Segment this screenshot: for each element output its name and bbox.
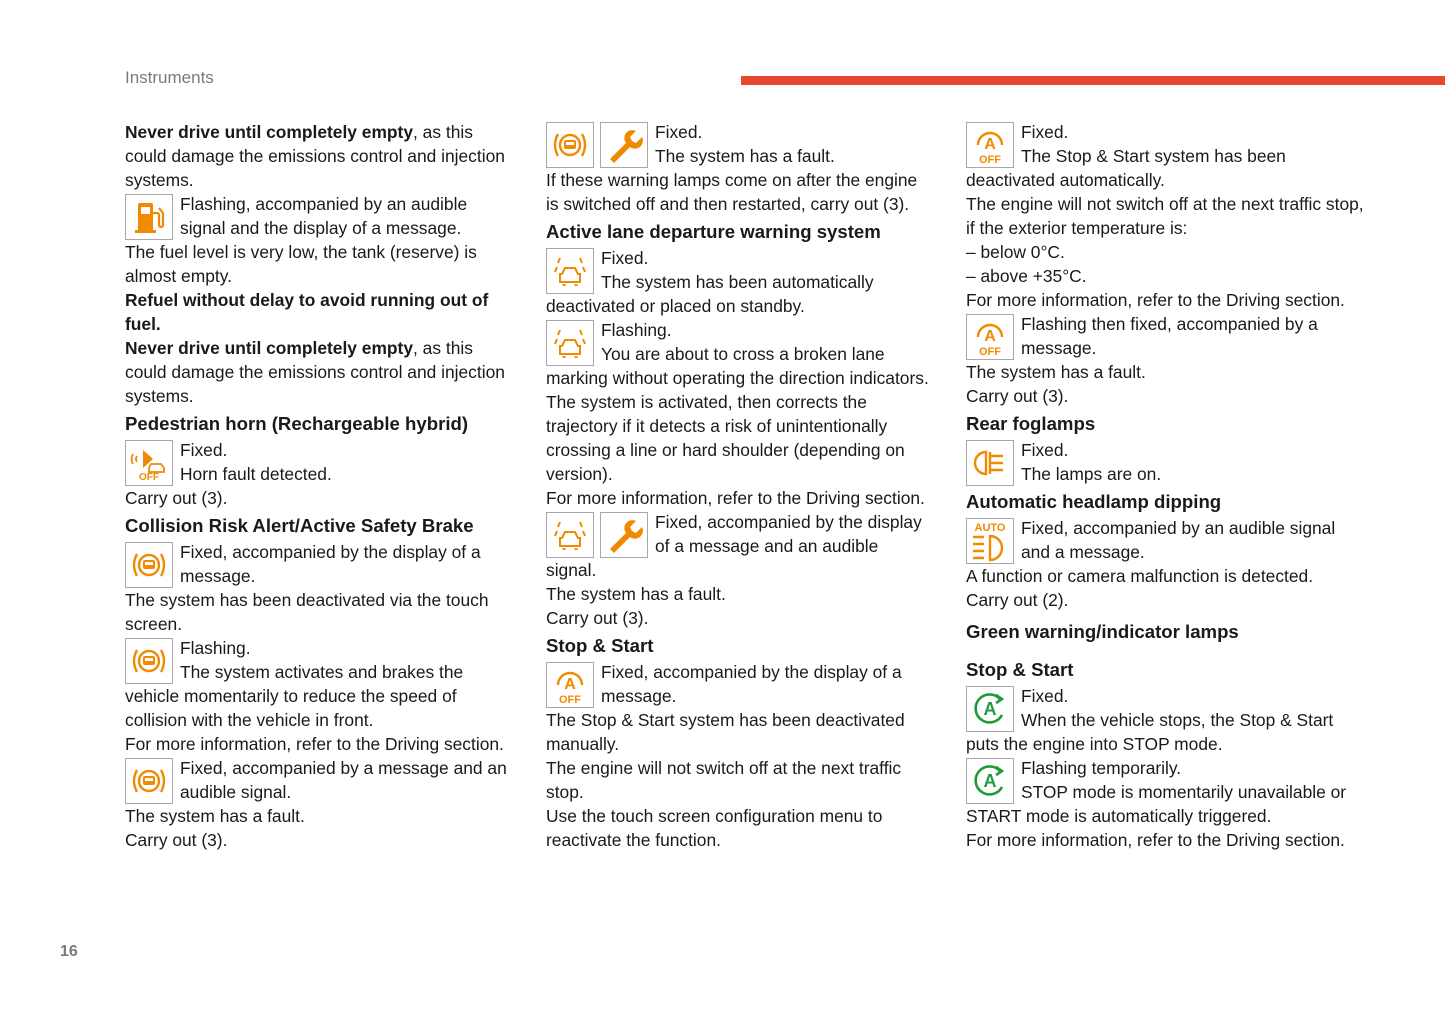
text: For more information, refer to the Driving section.: [125, 734, 504, 754]
column-2: [546, 120, 931, 852]
text: The system activates and brakes the vehicle momentarily to reduce the speed of collision with the vehicle in front.: [125, 662, 464, 730]
text: A function or camera malfunction is detected.: [966, 566, 1314, 586]
stop-start-active-icon: [966, 758, 1014, 804]
stop-start-fault-entry: [966, 312, 1366, 408]
svg-text:OFF: OFF: [559, 694, 581, 705]
text: Carry out (3).: [125, 830, 228, 850]
rear-foglamps-heading: Rear foglamps: [966, 413, 1096, 434]
collision-alert-heading: Collision Risk Alert/Active Safety Brake: [125, 515, 474, 536]
lane-entry-2: [546, 318, 931, 510]
text: The Stop & Start system has been deactivated manually.: [546, 710, 905, 754]
column-3: [966, 120, 1366, 852]
text: The system has been deactivated via the touch screen.: [125, 590, 489, 634]
page-number: 16: [60, 943, 78, 960]
fuel-warning-entry: [125, 192, 510, 288]
svg-text:AUTO: AUTO: [974, 522, 1006, 534]
collision-alert-icon: [546, 122, 594, 168]
collision-entry-1: [125, 540, 510, 636]
text: Fixed.: [1021, 122, 1069, 142]
collision-fault-entry: [546, 120, 931, 216]
wrench-icon: [600, 512, 648, 558]
text: Fixed, accompanied by an audible signal and a message.: [1021, 518, 1336, 562]
stop-start-green-entry-2: [966, 756, 1366, 852]
text: If these warning lamps come on after the engine is switched off and then restarted, carry out (3).: [546, 170, 918, 214]
text: Fixed.: [180, 440, 228, 460]
rear-foglamp-icon: [966, 440, 1014, 486]
text: Flashing.: [601, 320, 672, 340]
text: Fixed, accompanied by the display of a message.: [601, 662, 902, 706]
stop-start-entry: [546, 660, 931, 852]
stop-start-off-icon: [966, 314, 1014, 360]
text: Flashing then fixed, accompanied by a message.: [1021, 314, 1318, 358]
stop-start-active-icon: [966, 686, 1014, 732]
collision-alert-icon: [125, 758, 173, 804]
text: You are about to cross a broken lane marking without operating the direction indicators.: [546, 344, 929, 388]
paragraph: [125, 120, 510, 192]
lane-departure-icon: [546, 248, 594, 294]
collision-entry-3: [125, 756, 510, 852]
auto-headlamp-heading: Automatic headlamp dipping: [966, 491, 1222, 512]
svg-text:OFF: OFF: [139, 472, 159, 482]
stop-start-heading: Stop & Start: [546, 635, 654, 656]
column-1: [125, 120, 510, 852]
bold-text: Never drive until completely empty: [125, 338, 414, 358]
svg-text:A: A: [984, 136, 996, 153]
stop-start-auto-entry: [966, 120, 1366, 312]
svg-text:OFF: OFF: [979, 154, 1001, 165]
text: Fixed.: [1021, 686, 1069, 706]
text: Fixed.: [601, 248, 649, 268]
pedestrian-horn-off-icon: [125, 440, 173, 486]
text: The system has a fault.: [966, 362, 1146, 382]
auto-headlamp-icon: [966, 518, 1014, 564]
fuel-warning-detail: The fuel level is very low, the tank (reserve) is almost empty.: [125, 242, 477, 286]
text: For more information, refer to the Driving section.: [966, 830, 1345, 850]
text: Fixed, accompanied by the display of a message and an audible signal.: [546, 512, 922, 580]
text: Carry out (3).: [966, 386, 1069, 406]
foglamp-entry: [966, 438, 1366, 486]
text: Flashing.: [180, 638, 251, 658]
text: Carry out (3).: [546, 608, 649, 628]
text: Horn fault detected.: [180, 464, 332, 484]
lane-departure-icon: [546, 320, 594, 366]
text: The system has a fault.: [655, 146, 835, 166]
fuel-warning-text: Flashing, accompanied by an audible signal and the display of a message.: [180, 194, 468, 238]
stop-start-green-heading: Stop & Start: [966, 659, 1074, 680]
text: For more information, refer to the Driving section.: [546, 488, 925, 508]
text: The system has been automatically deactivated or placed on standby.: [546, 272, 874, 316]
list-item: – below 0°C.: [966, 242, 1065, 262]
horn-entry: [125, 438, 510, 510]
collision-alert-icon: [125, 542, 173, 588]
wrench-icon: [600, 122, 648, 168]
stop-start-off-icon: [966, 122, 1014, 168]
green-lamps-heading: Green warning/indicator lamps: [966, 621, 1239, 642]
collision-alert-icon: [125, 638, 173, 684]
lane-entry-1: [546, 246, 931, 318]
text: Carry out (2).: [966, 590, 1069, 610]
svg-text:OFF: OFF: [979, 346, 1001, 357]
text: , as this could damage the emissions control and injection systems.: [125, 338, 505, 406]
text: The lamps are on.: [1021, 464, 1162, 484]
paragraph: [125, 336, 510, 408]
text: Flashing temporarily.: [1021, 758, 1182, 778]
text: Use the touch screen configuration menu to reactivate the function.: [546, 806, 883, 850]
text: When the vehicle stops, the Stop & Start puts the engine into STOP mode.: [966, 710, 1334, 754]
text: STOP mode is momentarily unavailable or START mode is automatically triggered.: [966, 782, 1347, 826]
bold-text: Never drive until completely empty: [125, 122, 414, 142]
text: Fixed, accompanied by the display of a message.: [180, 542, 481, 586]
header-accent-bar: [741, 76, 1445, 85]
section-title: Instruments: [125, 68, 214, 87]
refuel-warning: Refuel without delay to avoid running out of fuel.: [125, 290, 489, 334]
text: The system has a fault.: [546, 584, 726, 604]
text: Carry out (3).: [125, 488, 228, 508]
text: The engine will not switch off at the next traffic stop, if the exterior temperature is:: [966, 194, 1364, 238]
lane-entry-3: [546, 510, 931, 630]
text: The system has a fault.: [125, 806, 305, 826]
stop-start-green-entry-1: [966, 684, 1366, 756]
svg-text:A: A: [984, 328, 996, 345]
list-item: – above +35°C.: [966, 266, 1087, 286]
text: For more information, refer to the Driving section.: [966, 290, 1345, 310]
text: The system is activated, then corrects the trajectory if it detects a risk of unintentionally crossing a line or hard shoulder (depending on version).: [546, 392, 905, 484]
lane-departure-heading: Active lane departure warning system: [546, 221, 881, 242]
stop-start-off-icon: [546, 662, 594, 708]
auto-headlamp-entry: [966, 516, 1366, 612]
text: The engine will not switch off at the next traffic stop.: [546, 758, 902, 802]
pedestrian-horn-heading: Pedestrian horn (Rechargeable hybrid): [125, 413, 469, 434]
collision-entry-2: [125, 636, 510, 756]
svg-text:A: A: [983, 771, 997, 791]
text: , as this could damage the emissions control and injection systems.: [125, 122, 505, 190]
svg-text:A: A: [564, 676, 576, 693]
text: Fixed, accompanied by a message and an audible signal.: [180, 758, 507, 802]
fuel-warning-icon: [125, 194, 173, 240]
svg-text:A: A: [983, 699, 997, 719]
text: Fixed.: [655, 122, 703, 142]
text: The Stop & Start system has been deactivated automatically.: [966, 146, 1286, 190]
lane-departure-icon: [546, 512, 594, 558]
text: Fixed.: [1021, 440, 1069, 460]
